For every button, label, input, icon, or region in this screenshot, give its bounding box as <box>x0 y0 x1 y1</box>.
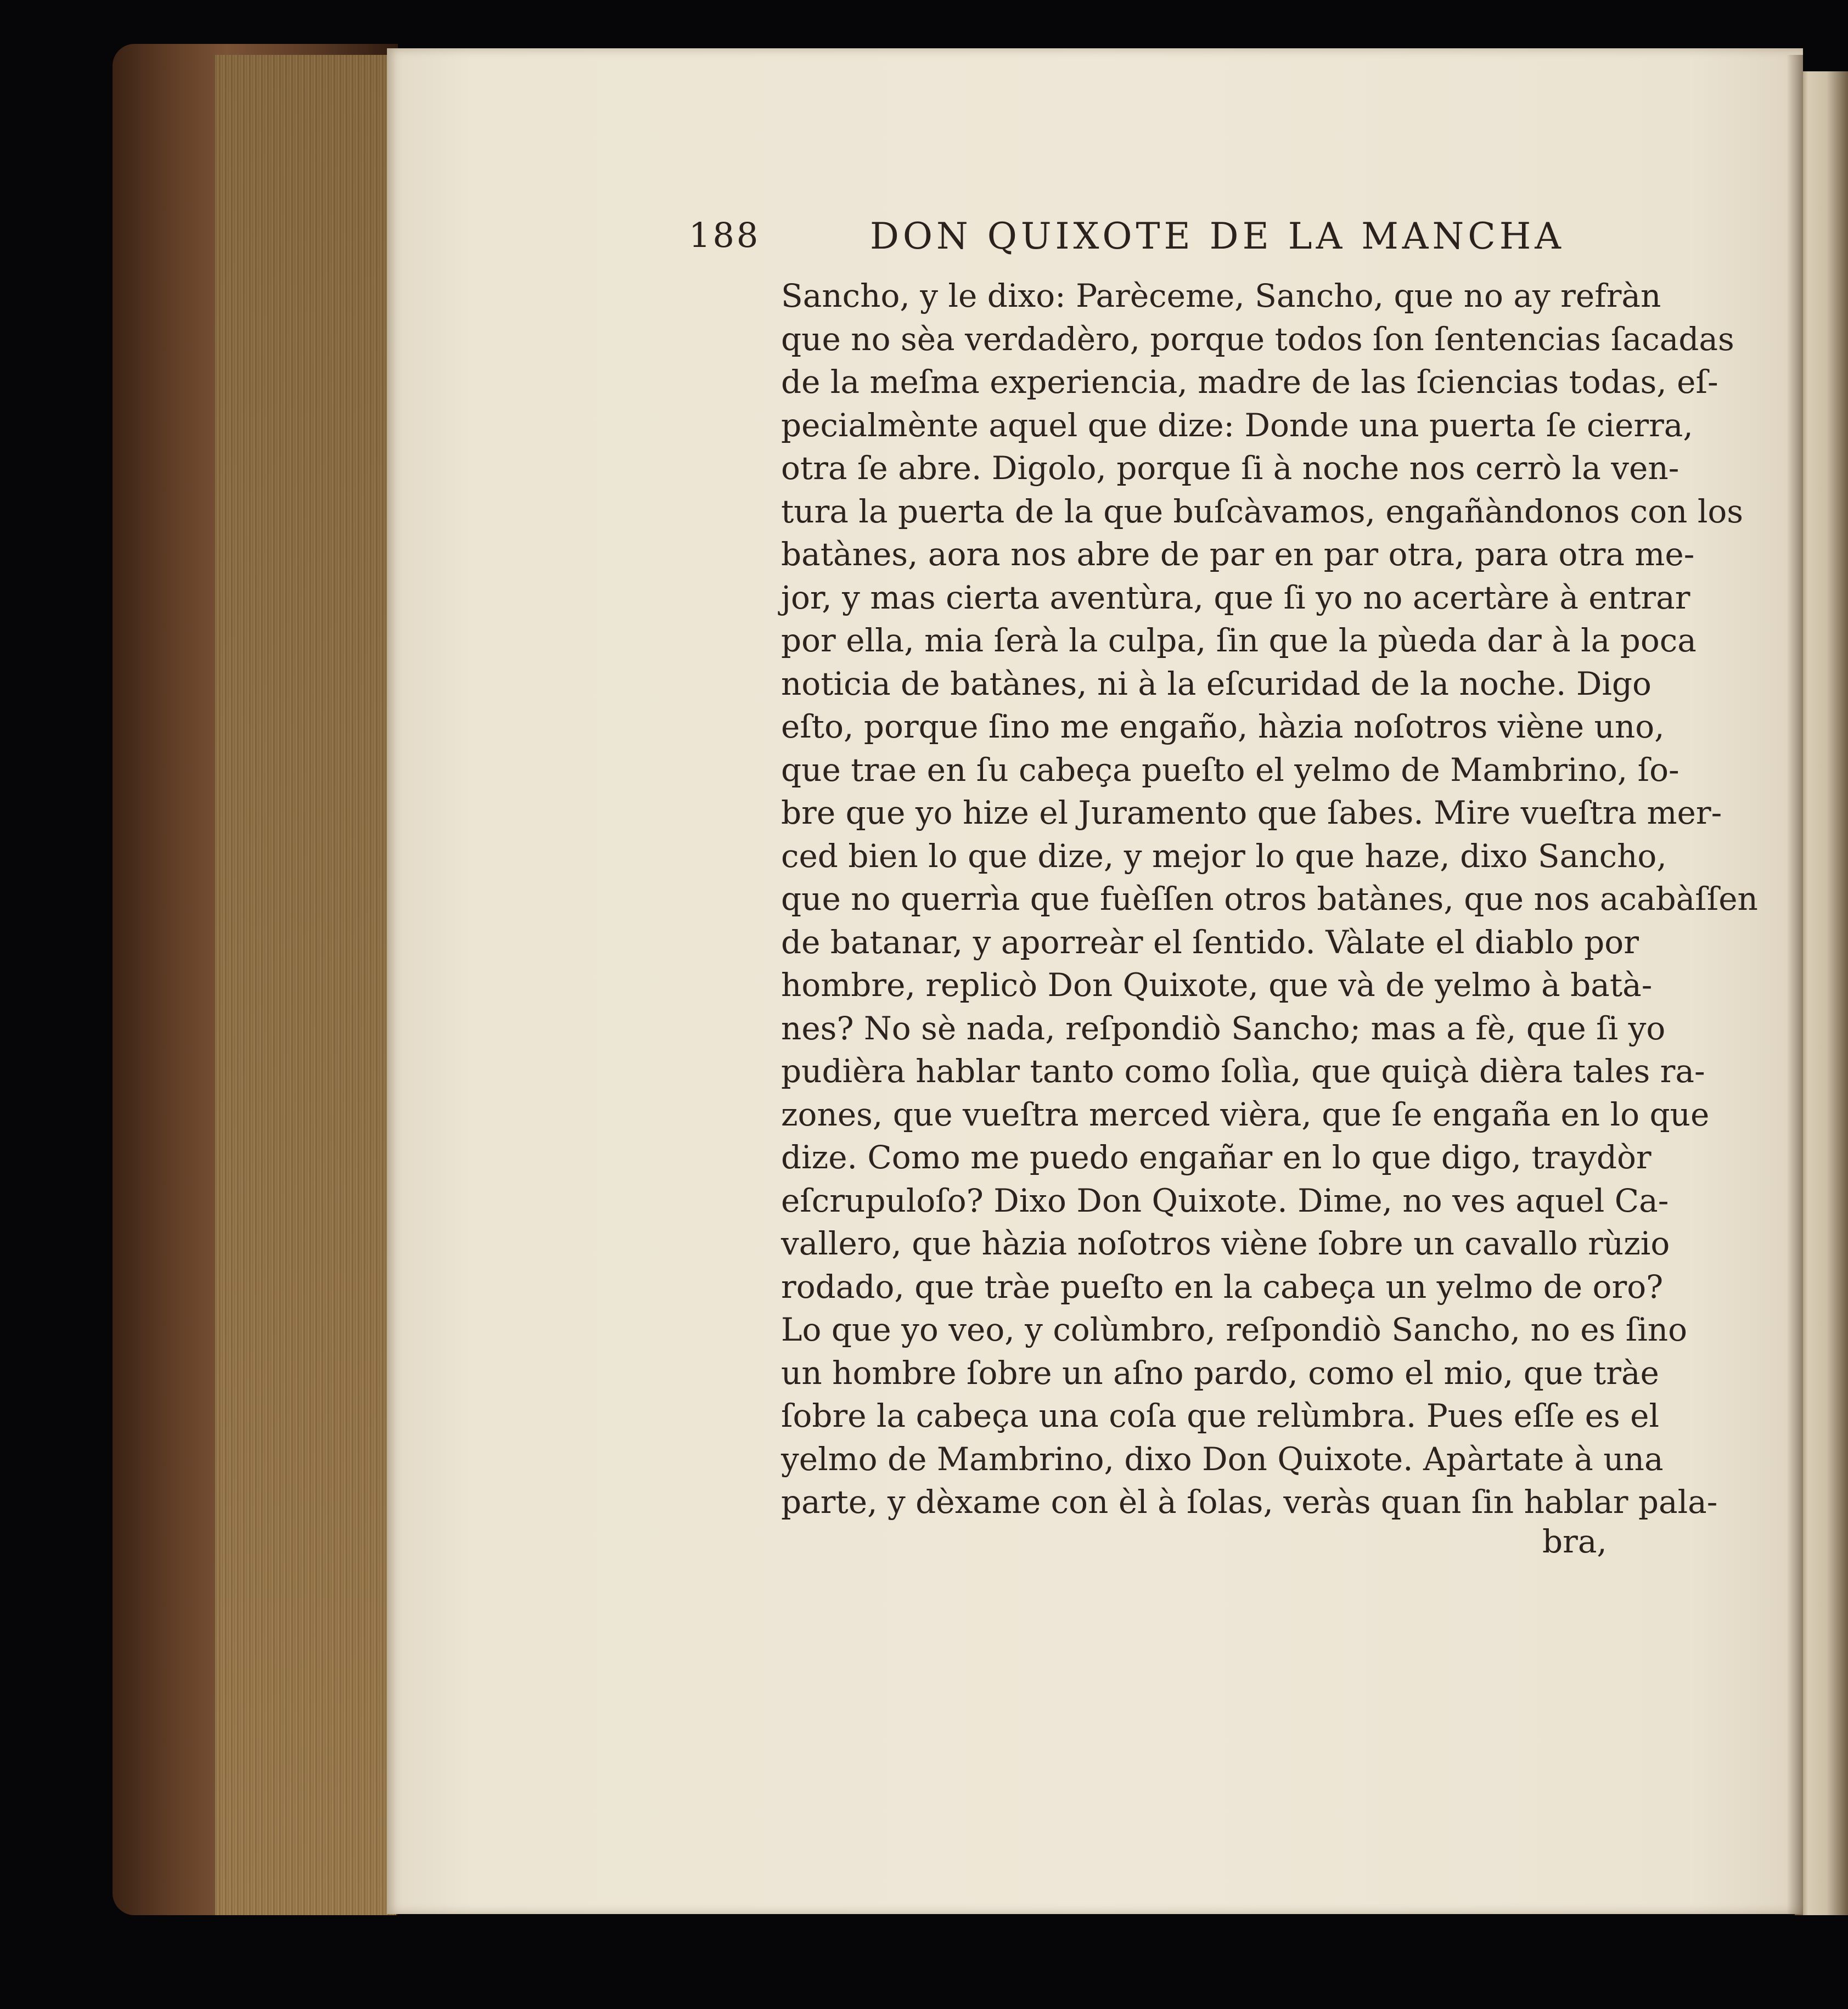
body-text <box>781 274 1758 1524</box>
text-line: un hombre ſobre un aſno pardo, como el mio, que tràe <box>781 1354 1659 1392</box>
text-line: vallero, que hàzia noſotros viène ſobre un cavallo rùzio <box>781 1225 1670 1262</box>
text-line: pudièra hablar tanto como ſolìa, que quiçà dièra tales ra- <box>781 1053 1705 1090</box>
text-line: hombre, replicò Don Quixote, que và de yelmo à batà- <box>781 966 1653 1004</box>
page-header <box>689 215 1614 265</box>
text-line: jor, y mas cierta aventùra, que ſi yo no acertàre à entrar <box>781 578 1690 616</box>
text-line: parte, y dèxame con èl à ſolas, veràs quan ſin hablar pala- <box>781 1483 1718 1521</box>
gutter-shadow <box>1787 55 1803 1915</box>
page-number: 188 <box>689 215 761 255</box>
text-line: ſobre la cabeça una coſa que relùmbra. Pues eſſe es el <box>781 1397 1660 1434</box>
running-title: DON QUIXOTE DE LA MANCHA <box>870 215 1565 257</box>
text-line: de la meſma experiencia, madre de las ſciencias todas, eſ- <box>781 363 1718 401</box>
text-line: eſto, porque ſino me engaño, hàzia noſotros viène uno, <box>781 708 1665 745</box>
text-line: tura la puerta de la que buſcàvamos, engañàndonos con los <box>781 492 1744 530</box>
text-line: batànes, aora nos abre de par en par otra, para otra me- <box>781 536 1695 573</box>
text-line: de batanar, y aporreàr el ſentido. Vàlate el diablo por <box>781 923 1639 961</box>
text-line: que trae en ſu cabeça pueſto el yelmo de Mambrino, ſo- <box>781 751 1680 789</box>
text-line: Sancho, y le dixo: Parèceme, Sancho, que no ay refràn <box>781 277 1661 314</box>
text-line: yelmo de Mambrino, dixo Don Quixote. Apàrtate à una <box>781 1440 1664 1478</box>
text-line: eſcrupuloſo? Dixo Don Quixote. Dime, no ves aquel Ca- <box>781 1181 1669 1219</box>
text-line: dize. Como me puedo engañar en lo que digo, traydòr <box>781 1139 1652 1176</box>
text-line: Lo que yo veo, y colùmbro, reſpondiò Sancho, no es ſino <box>781 1311 1688 1348</box>
text-line: pecialmènte aquel que dize: Donde una puerta ſe cierra, <box>781 406 1693 444</box>
text-line: noticia de batànes, ni à la eſcuridad de la noche. Digo <box>781 665 1652 702</box>
text-line: por ella, mia ſerà la culpa, ſin que la pùeda dar à la poca <box>781 622 1697 659</box>
text-line: rodado, que tràe pueſto en la cabeça un yelmo de oro? <box>781 1268 1664 1305</box>
text-line: que no querrìa que fuèſſen otros batànes, que nos acabàſſen <box>781 880 1758 918</box>
text-line: nes? No sè nada, reſpondiò Sancho; mas a fè, que ſi yo <box>781 1009 1666 1047</box>
catchword: bra, <box>1542 1523 1607 1560</box>
text-line: ced bien lo que dize, y mejor lo que haze, dixo Sancho, <box>781 837 1667 875</box>
text-line: que no sèa verdadèro, porque todos ſon ſentencias ſacadas <box>781 320 1734 358</box>
page-edges <box>214 55 396 1915</box>
text-line: bre que yo hize el Juramento que ſabes. Mire vueſtra mer- <box>781 794 1722 831</box>
text-line: zones, que vueſtra merced vièra, que ſe engaña en lo que <box>781 1095 1710 1133</box>
text-line: otra ſe abre. Digolo, porque ſi à noche nos cerrò la ven- <box>781 449 1680 487</box>
